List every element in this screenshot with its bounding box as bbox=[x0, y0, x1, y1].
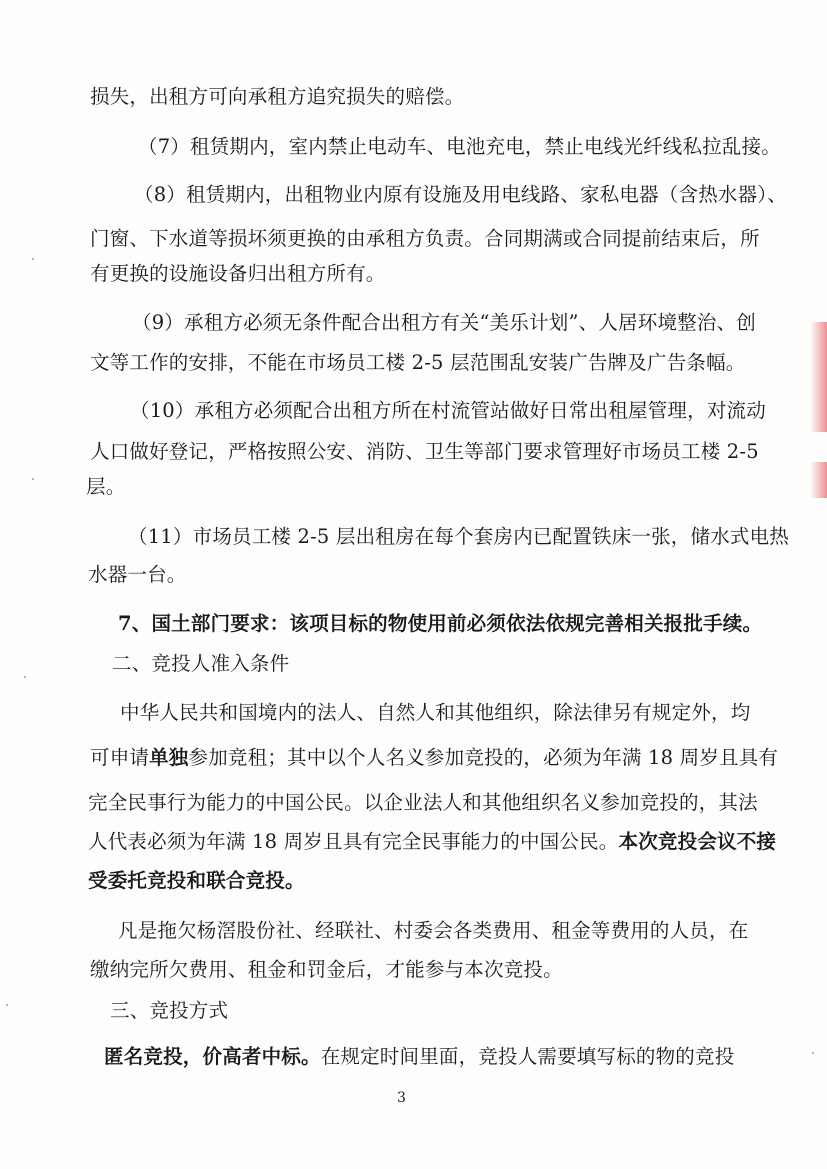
clause-9-line-2: 文等工作的安排，不能在市场员工楼 2-5 层范围乱安装广告牌及广告条幅。 bbox=[90, 351, 746, 374]
eligibility-line-2 bbox=[90, 745, 778, 771]
paragraph-line-1: 损失，出租方可向承租方追究损失的赔偿。 bbox=[90, 85, 465, 108]
scan-speck bbox=[24, 676, 26, 678]
clause-11-line-1: （11）市场员工楼 2-5 层出租房在每个套房内已配置铁床一张，储水式电热 bbox=[128, 525, 790, 548]
clause-7-line-1: （7）租赁期内，室内禁止电动车、电池充电，禁止电线光纤线私拉乱接。 bbox=[138, 135, 782, 158]
arrears-line-2: 缴纳完所欠费用、租金和罚金后，才能参与本次竞投。 bbox=[90, 958, 563, 981]
clause-8-line-1: （8）租赁期内，出租物业内原有设施及用电线路、家私电器（含热水器）、 bbox=[134, 183, 787, 206]
eligibility-line-2-part-b: 参加竞租；其中以个人名义参加竞投的，必须为年满 18 周岁且具有 bbox=[188, 746, 779, 769]
bidding-method-line-1 bbox=[104, 1044, 734, 1070]
eligibility-line-4-bold: 本次竞投会议不接 bbox=[618, 830, 777, 853]
eligibility-line-3: 完全民事行为能力的中国公民。以企业法人和其他组织名义参加竞投的，其法 bbox=[88, 791, 758, 814]
clause-9-line-1: （9）承租方必须无条件配合出租方有关“美乐计划”、人居环境整治、创 bbox=[132, 311, 756, 334]
bidding-method-rest: 在规定时间里面，竞投人需要填写标的物的竞投 bbox=[320, 1045, 735, 1068]
scan-speck bbox=[812, 1052, 814, 1054]
clause-8-line-2: 门窗、下水道等损坏须更换的由承租方负责。合同期满或合同提前结束后，所 bbox=[90, 227, 760, 250]
scan-speck bbox=[32, 258, 34, 260]
bidding-method-bold: 匿名竞投，价高者中标。 bbox=[104, 1045, 321, 1068]
clause-10-line-2: 人口做好登记，严格按照公安、消防、卫生等部门要求管理好市场员工楼 2-5 bbox=[90, 440, 759, 463]
arrears-line-1: 凡是拖欠杨滘股份社、经联社、村委会各类费用、租金等费用的人员，在 bbox=[118, 919, 749, 942]
eligibility-line-1: 中华人民共和国境内的法人、自然人和其他组织，除法律另有规定外，均 bbox=[120, 701, 751, 724]
seal-stamp-fragment-bottom bbox=[810, 462, 827, 498]
eligibility-line-4 bbox=[88, 829, 776, 855]
section-heading-3: 三、竞投方式 bbox=[110, 999, 229, 1022]
eligibility-line-2-part-a: 可申请 bbox=[90, 746, 150, 769]
clause-11-line-2: 水器一台。 bbox=[88, 563, 187, 586]
clause-8-line-3: 有更换的设施设备归出租方所有。 bbox=[90, 262, 386, 285]
eligibility-line-5: 受委托竞投和联合竞投。 bbox=[88, 869, 305, 892]
section-heading-2: 二、竞投人准入条件 bbox=[112, 652, 290, 675]
page-number: 3 bbox=[397, 1090, 406, 1106]
scan-speck bbox=[6, 1004, 8, 1006]
eligibility-line-4-part-a: 人代表必须为年满 18 周岁且具有完全民事能力的中国公民。 bbox=[88, 830, 619, 853]
land-department-requirement: 7、国土部门要求：该项目标的物使用前必须依法依规完善相关报批手续。 bbox=[118, 612, 763, 635]
seal-stamp-fragment-top bbox=[810, 322, 827, 432]
clause-10-line-3: 层。 bbox=[86, 475, 126, 498]
scan-speck bbox=[32, 478, 34, 480]
eligibility-line-2-bold: 单独 bbox=[149, 746, 189, 769]
clause-10-line-1: （10）承租方必须配合出租方所在村流管站做好日常出租屋管理，对流动 bbox=[130, 399, 766, 422]
